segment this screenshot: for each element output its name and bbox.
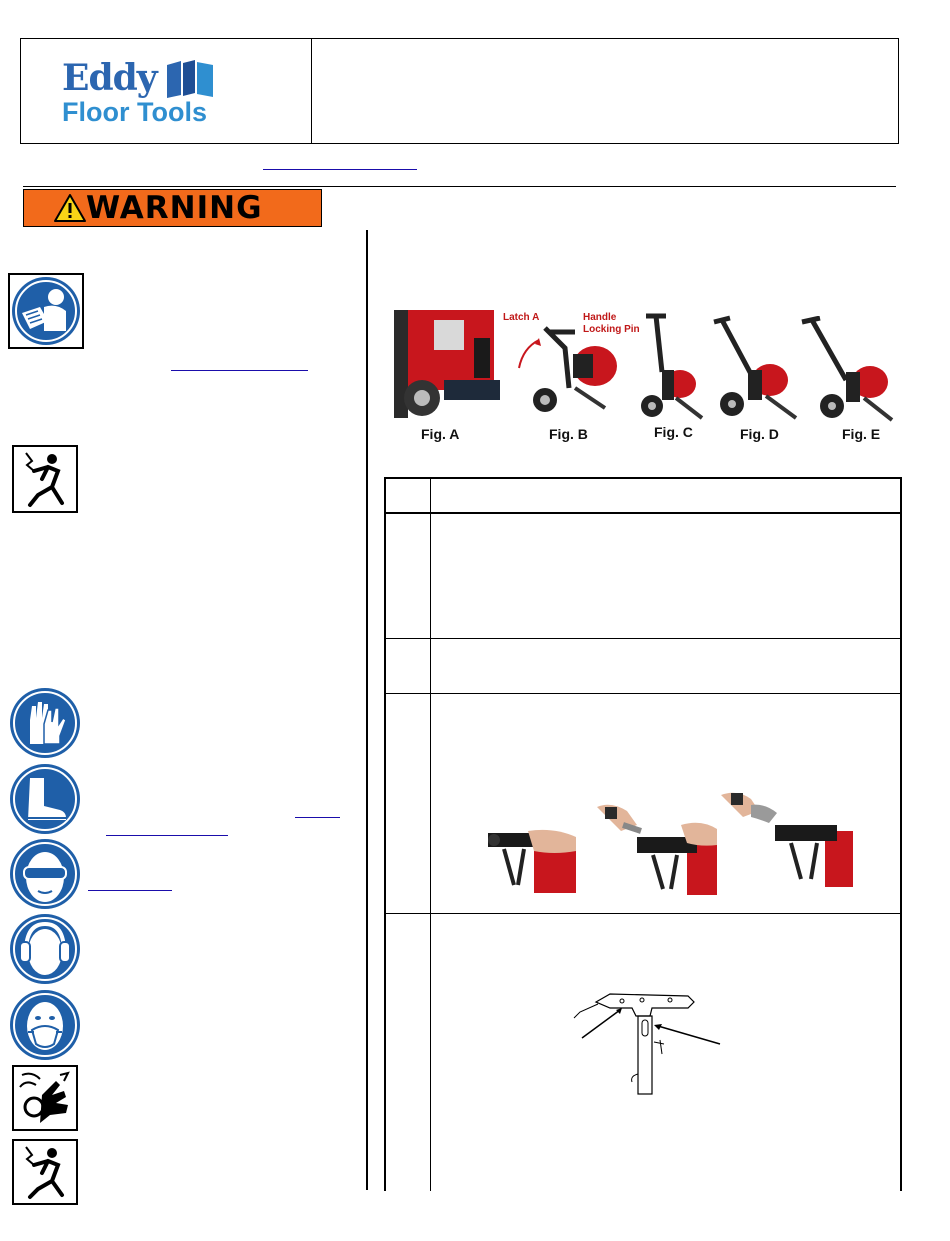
gloves-icon bbox=[8, 686, 82, 765]
fig-c-image bbox=[636, 312, 710, 427]
callout-latch-a: Latch A bbox=[503, 312, 540, 323]
column-divider bbox=[366, 230, 368, 1190]
glasses-link[interactable] bbox=[88, 890, 172, 891]
table-row-divider bbox=[384, 512, 902, 514]
handle-latch-photo-1 bbox=[484, 821, 576, 898]
dust-mask-icon bbox=[8, 988, 82, 1067]
header-divider bbox=[311, 38, 312, 144]
fig-a-image bbox=[394, 310, 504, 423]
boots-link-2[interactable] bbox=[106, 835, 228, 836]
fig-label-b: Fig. B bbox=[549, 426, 588, 442]
electrical-hazard-icon bbox=[12, 445, 78, 518]
handle-lock-diagram bbox=[570, 988, 730, 1101]
table-border-top bbox=[384, 477, 902, 479]
fig-label-a: Fig. A bbox=[421, 426, 460, 442]
table-column-divider bbox=[430, 477, 431, 1191]
fig-label-c: Fig. C bbox=[654, 424, 693, 440]
horizontal-rule bbox=[23, 186, 896, 187]
handle-latch-photo-2 bbox=[597, 801, 717, 900]
electrical-hazard-icon bbox=[12, 1139, 78, 1210]
fig-label-d: Fig. D bbox=[740, 426, 779, 442]
table-row-divider bbox=[384, 913, 902, 914]
fig-e-image bbox=[800, 316, 896, 431]
table-border-left bbox=[384, 477, 386, 1191]
hand-entanglement-icon bbox=[12, 1065, 78, 1136]
boots-link-1[interactable] bbox=[295, 817, 340, 818]
handle-latch-photo-3 bbox=[721, 791, 853, 892]
fig-d-image bbox=[712, 314, 804, 429]
logo-text-floor-tools: Floor Tools bbox=[62, 97, 207, 127]
ear-protection-icon bbox=[8, 912, 82, 991]
callout-locking-pin: Locking Pin bbox=[583, 324, 640, 335]
warning-triangle-icon bbox=[53, 193, 87, 228]
fig-label-e: Fig. E bbox=[842, 426, 881, 442]
header-link[interactable] bbox=[263, 169, 417, 170]
logo-text-eddy: Eddy bbox=[62, 57, 157, 99]
warning-label: WARNING bbox=[86, 190, 263, 226]
safety-glasses-icon bbox=[8, 837, 82, 916]
safety-boots-icon bbox=[8, 762, 82, 841]
manual-link[interactable] bbox=[171, 370, 308, 371]
logo-book-icon bbox=[165, 59, 217, 104]
table-row-divider bbox=[384, 693, 902, 694]
read-manual-icon bbox=[8, 273, 84, 354]
table-row-divider bbox=[384, 638, 902, 639]
callout-handle: Handle bbox=[583, 312, 617, 323]
table-border-right bbox=[900, 477, 902, 1191]
